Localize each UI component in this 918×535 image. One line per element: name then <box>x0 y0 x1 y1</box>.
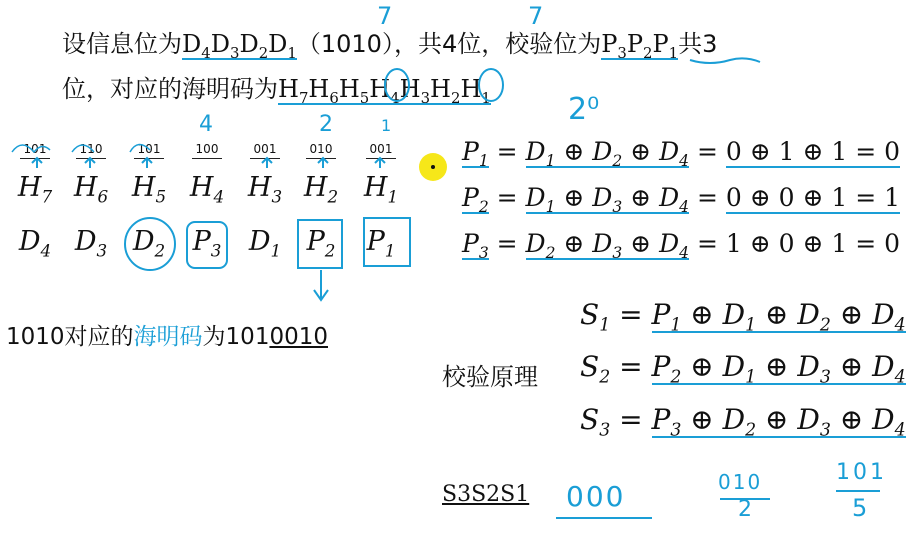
annotation-h2-pos: 2 <box>319 112 333 137</box>
parity-row-1: $P_1 = D_1$ ⊕ $D_2$ ⊕ $D_4 = 0$ ⊕ 1 ⊕ 1 = 0 <box>462 137 900 170</box>
h-position-h4: $H_4$ <box>189 172 225 207</box>
line2-text: 位，对应的海明码为$H_7H_6H_5H_4H_3H_2H_1$ <box>62 75 491 107</box>
h-position-h3: $H_3$ <box>247 172 283 207</box>
annotation-h1-pos: 1 <box>381 116 392 135</box>
box-p1 <box>364 218 410 266</box>
h-position-h2: $H_2$ <box>303 172 339 207</box>
circle-h2-mark <box>479 69 503 101</box>
bit-d4: $D_4$ <box>18 226 52 261</box>
line1-text: 设信息位为$D_4D_3D_2D_1(1010)$，共4位，校验位为$P_3P_2P_1$共3 <box>62 30 718 62</box>
bit-p2: $P_2$ <box>306 226 336 261</box>
circle-d2 <box>125 218 175 270</box>
annotation-ex2-result: 5 <box>852 494 868 522</box>
annotation-syndrome-value: 000 <box>566 480 626 513</box>
annotation-ex1-result: 2 <box>738 497 752 522</box>
binary-up-arrows <box>32 158 385 168</box>
bit-d1: $D_1$ <box>248 226 282 261</box>
binary-label: 001 <box>253 142 277 156</box>
annotation-seven-b: 7 <box>528 2 544 30</box>
parity-row-2: $P_2 = D_1$ ⊕ $D_3$ ⊕ $D_4 = 0$ ⊕ 0 ⊕ 1 = 1 <box>462 183 900 216</box>
bit-p3: $P_3$ <box>192 226 222 261</box>
check-row-2: $S_2 = P_2$ ⊕ $D_1$ ⊕ $D_3$ ⊕ $D_4$ <box>580 350 906 388</box>
binary-scribbles <box>12 144 150 152</box>
binary-label: 110 <box>79 142 103 156</box>
check-label: 校验原理 <box>442 363 538 391</box>
annotation-two-power-zero: 2⁰ <box>568 92 600 127</box>
line2-h-sequence: $H_7H_6H_5H_4H_3H_2H_1$ <box>278 75 491 107</box>
bit-d2: $D_2$ <box>132 226 166 261</box>
bit-p1: $P_1$ <box>366 226 396 261</box>
wave-under-p <box>690 58 760 63</box>
h-position-h7: $H_7$ <box>17 172 53 207</box>
pointer-dot <box>431 165 435 169</box>
bit-d3: $D_3$ <box>74 226 108 261</box>
h-position-h5: $H_5$ <box>131 172 167 207</box>
line1-d-sequence: $D_4D_3D_2D_1$ <box>182 30 297 62</box>
result-highlight: 海明码 <box>133 324 203 350</box>
syndrome-label: S3S2S1 <box>442 482 530 507</box>
binary-label: 101 <box>23 142 47 156</box>
binary-label: 100 <box>195 142 219 156</box>
annotation-ex2-bits: 101 <box>836 460 887 485</box>
h-position-h1: $H_1$ <box>363 172 399 207</box>
binary-label: 101 <box>137 142 161 156</box>
circle-h5-mark <box>385 69 409 101</box>
annotation-seven-a: 7 <box>377 2 393 30</box>
binary-label: 010 <box>309 142 333 156</box>
box-p2 <box>298 220 342 268</box>
h-position-h6: $H_6$ <box>73 172 109 207</box>
binary-label: 001 <box>369 142 393 156</box>
line1-p-sequence: $P_3P_2P_1$ <box>601 30 679 62</box>
parity-row-3: $P_3 = D_2$ ⊕ $D_3$ ⊕ $D_4 = 1$ ⊕ 0 ⊕ 1 = 0 <box>462 229 900 262</box>
result-line: 1010对应的海明码为1010010 <box>6 324 328 350</box>
annotation-ex1-bits: 010 <box>718 470 763 494</box>
annotation-h4-pos: 4 <box>199 112 213 137</box>
check-row-3: $S_3 = P_3$ ⊕ $D_2$ ⊕ $D_3$ ⊕ $D_4$ <box>580 403 906 441</box>
check-row-1: $S_1 = P_1$ ⊕ $D_1$ ⊕ $D_2$ ⊕ $D_4$ <box>580 298 906 336</box>
box-p3 <box>187 222 227 268</box>
